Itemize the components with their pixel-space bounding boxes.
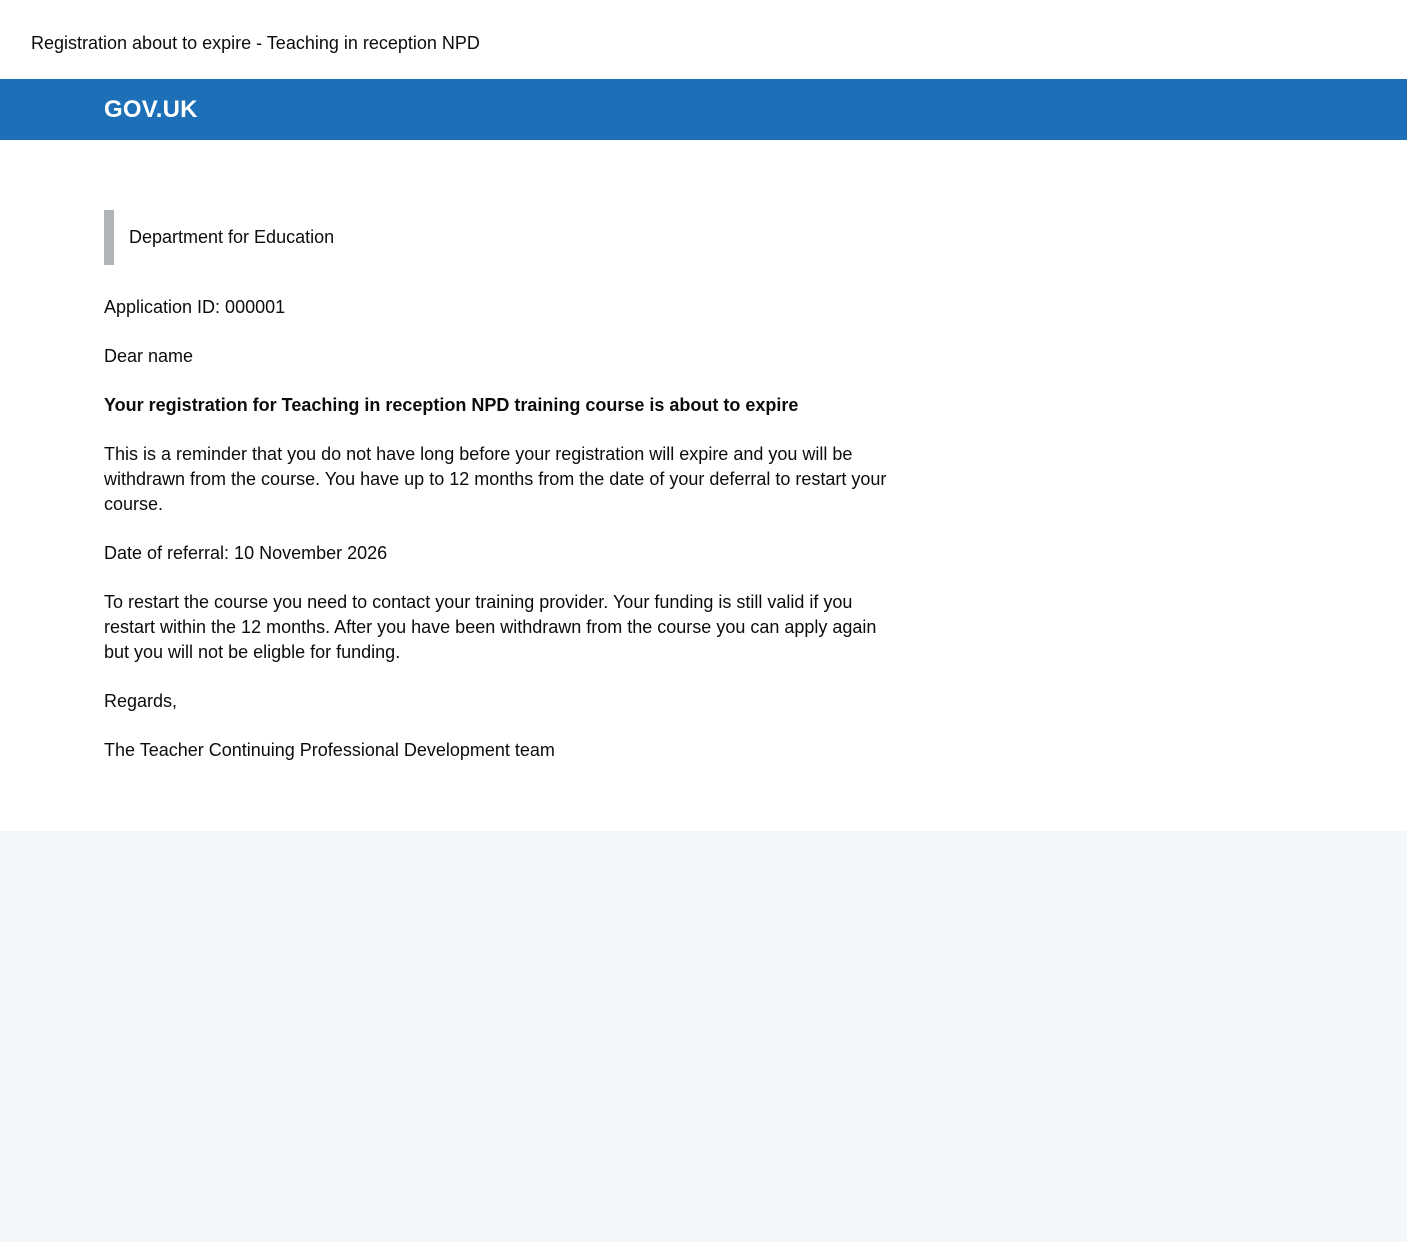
sign-off: Regards, [104, 691, 178, 711]
reminder-paragraph: This is a reminder that you do not have long before your registration will expire and you will be withdrawn from the course. You have up to 12 months from the date of your deferral to restart your course. [104, 444, 887, 514]
footer-background [0, 831, 1407, 1242]
email-content [104, 210, 889, 787]
email-body [0, 140, 1407, 831]
restart-paragraph: To restart the course you need to contact your training provider. Your funding is still valid if you restart within the 12 months. After you have been withdrawn from the course you can apply again but you will not be eligble for funding. [104, 592, 877, 662]
organisation-inset [104, 210, 889, 265]
email-headline: Your registration for Teaching in reception NPD training course is about to expire [104, 395, 799, 415]
date-of-referral: Date of referral: 10 November 2026 [104, 543, 388, 563]
email-subject: Registration about to expire - Teaching in reception NPD [31, 33, 480, 53]
govuk-header [0, 79, 1407, 140]
organisation-name: Department for Education [129, 227, 335, 247]
govuk-logo: GOV.UK [104, 96, 198, 123]
greeting: Dear name [104, 346, 194, 366]
email-subject-bar [0, 0, 1407, 79]
application-id: Application ID: 000001 [104, 297, 286, 317]
team-name: The Teacher Continuing Professional Development team [104, 740, 555, 760]
